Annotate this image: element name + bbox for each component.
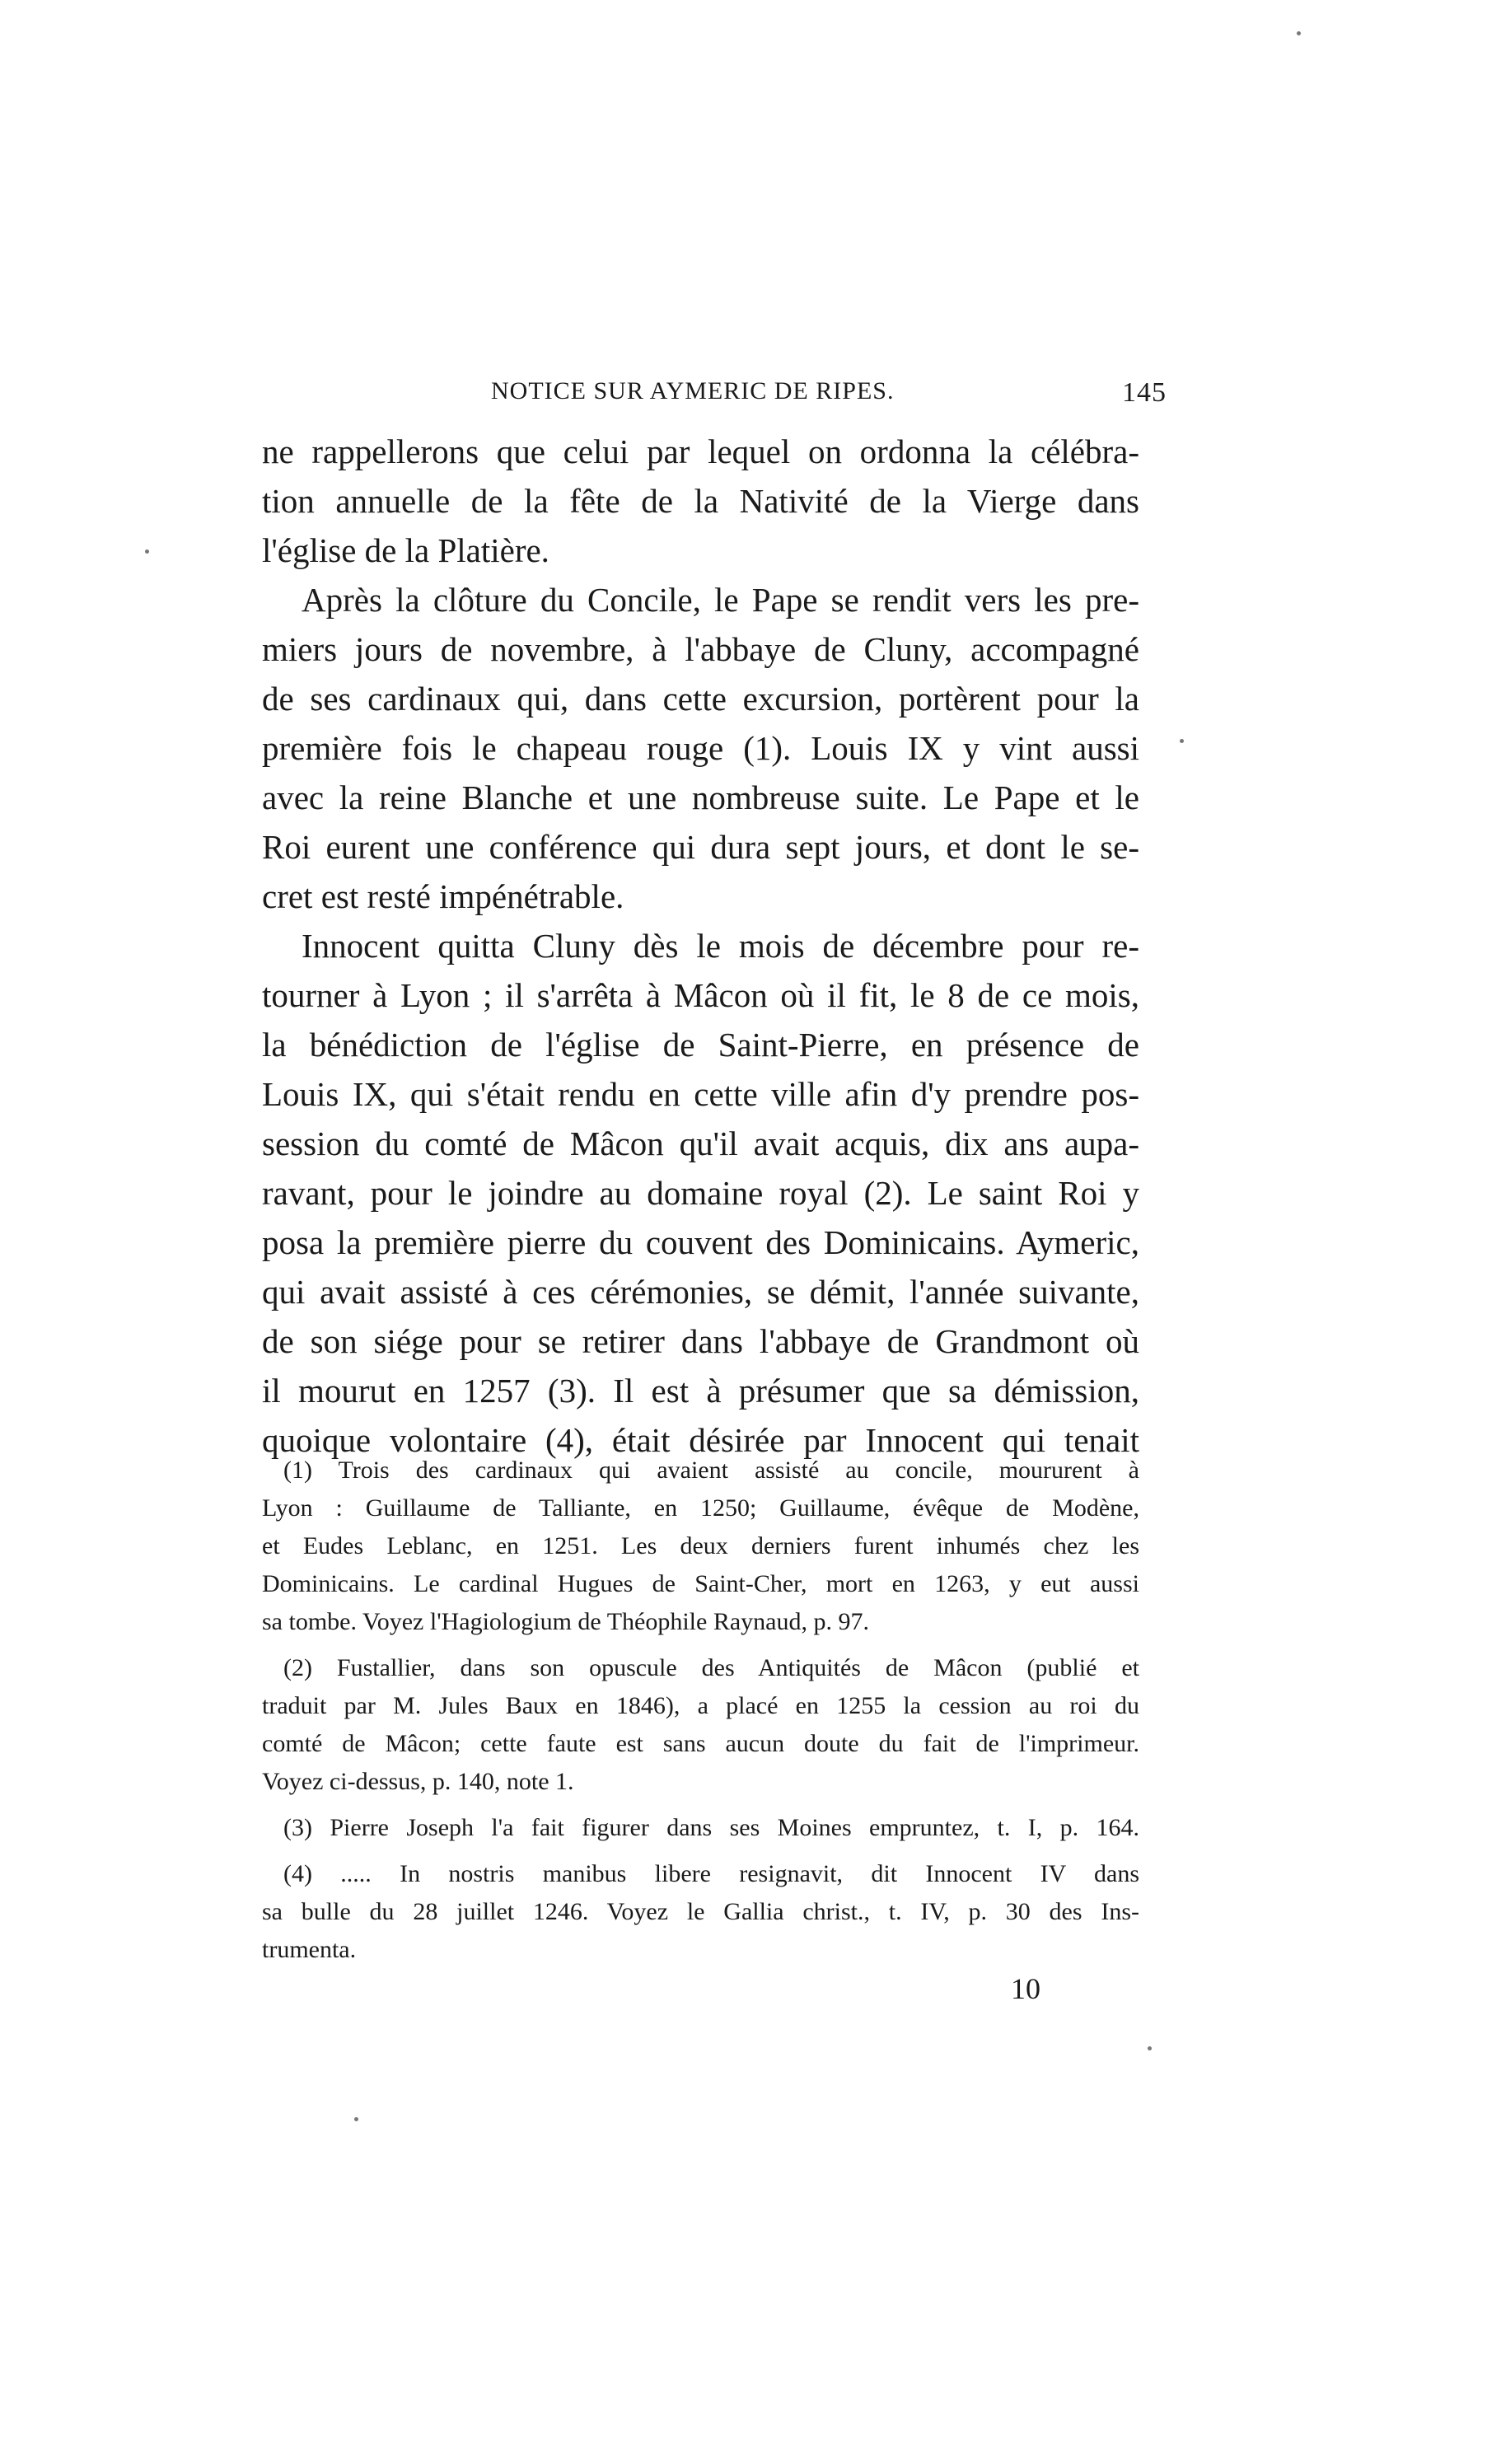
paper-speck — [145, 549, 149, 554]
running-head — [491, 377, 1167, 410]
body-line: Louis IX, qui s'était rendu en cette ville afin d'y prendre pos- — [262, 1075, 1139, 1113]
body-line: la bénédiction de l'église de Saint-Pierre, en présence de — [262, 1026, 1139, 1064]
footnote-line: (1) Trois des cardinaux qui avaient assisté au concile, moururent à — [283, 1456, 1139, 1484]
body-line: miers jours de novembre, à l'abbaye de Cluny, accompagné — [262, 630, 1139, 668]
body-line: de ses cardinaux qui, dans cette excursion, portèrent pour la — [262, 680, 1139, 718]
body-line: l'église de la Platière. — [262, 531, 549, 569]
paper-speck — [354, 2117, 358, 2121]
footnote-line: traduit par M. Jules Baux en 1846), a placé en 1255 la cession au roi du — [262, 1692, 1139, 1719]
body-text — [262, 427, 1139, 1465]
body-line: il mourut en 1257 (3). Il est à présumer que sa démission, — [262, 1372, 1139, 1410]
page-number: 145 — [1122, 377, 1167, 408]
footnote-line: Lyon : Guillaume de Talliante, en 1250; Guillaume, évêque de Modène, — [262, 1494, 1139, 1522]
body-line: posa la première pierre du couvent des Dominicains. Aymeric, — [262, 1223, 1139, 1261]
body-line: Après la clôture du Concile, le Pape se rendit vers les pre- — [302, 581, 1139, 619]
body-line: première fois le chapeau rouge (1). Louis IX y vint aussi — [262, 729, 1139, 767]
paper-speck — [1297, 31, 1301, 35]
body-line: de son siége pour se retirer dans l'abbaye de Grandmont où — [262, 1322, 1139, 1360]
footnote-line: Dominicains. Le cardinal Hugues de Saint-Cher, mort en 1263, y eut aussi — [262, 1570, 1139, 1597]
signature-mark: 10 — [1011, 1972, 1040, 2005]
body-line: ravant, pour le joindre au domaine royal (2). Le saint Roi y — [262, 1174, 1139, 1212]
body-line: Innocent quitta Cluny dès le mois de décembre pour re- — [302, 927, 1139, 965]
footnote-line: Voyez ci-dessus, p. 140, note 1. — [262, 1768, 574, 1795]
paper-speck — [1148, 2046, 1152, 2050]
paper-speck — [1180, 739, 1184, 743]
footnote-line: (3) Pierre Joseph l'a fait figurer dans ses Moines empruntez, t. I, p. 164. — [283, 1814, 1139, 1841]
footnote-line: trumenta. — [262, 1936, 357, 1963]
footnote-line: sa bulle du 28 juillet 1246. Voyez le Gallia christ., t. IV, p. 30 des Ins- — [262, 1898, 1139, 1925]
body-line: quoique volontaire (4), était désirée par Innocent qui tenait — [262, 1421, 1139, 1459]
body-line: ne rappellerons que celui par lequel on ordonna la célébra- — [262, 432, 1139, 470]
footnote-gap — [262, 1641, 1139, 1649]
footnotes — [262, 1452, 1139, 1969]
body-line: Roi eurent une conférence qui dura sept jours, et dont le se- — [262, 828, 1139, 866]
body-line: tion annuelle de la fête de la Nativité de la Vierge dans — [262, 482, 1139, 520]
footnote-gap — [262, 1847, 1139, 1855]
footnote-line: (2) Fustallier, dans son opuscule des Antiquités de Mâcon (publié et — [283, 1654, 1139, 1681]
running-title: NOTICE SUR AYMERIC DE RIPES. — [491, 377, 895, 404]
footnote-line: (4) ..... In nostris manibus libere resignavit, dit Innocent IV dans — [283, 1860, 1139, 1887]
footnote-line: sa tombe. Voyez l'Hagiologium de Théophile Raynaud, p. 97. — [262, 1608, 869, 1635]
body-line: avec la reine Blanche et une nombreuse suite. Le Pape et le — [262, 778, 1139, 816]
body-line: tourner à Lyon ; il s'arrêta à Mâcon où il fit, le 8 de ce mois, — [262, 976, 1139, 1014]
footnote-line: et Eudes Leblanc, en 1251. Les deux derniers furent inhumés chez les — [262, 1532, 1139, 1559]
body-line: session du comté de Mâcon qu'il avait acquis, dix ans aupa- — [262, 1124, 1139, 1162]
body-line: cret est resté impénétrable. — [262, 877, 624, 915]
footnote-gap — [262, 1801, 1139, 1809]
footnote-line: comté de Mâcon; cette faute est sans aucun doute du fait de l'imprimeur. — [262, 1730, 1139, 1757]
body-line: qui avait assisté à ces cérémonies, se démit, l'année suivante, — [262, 1273, 1139, 1311]
